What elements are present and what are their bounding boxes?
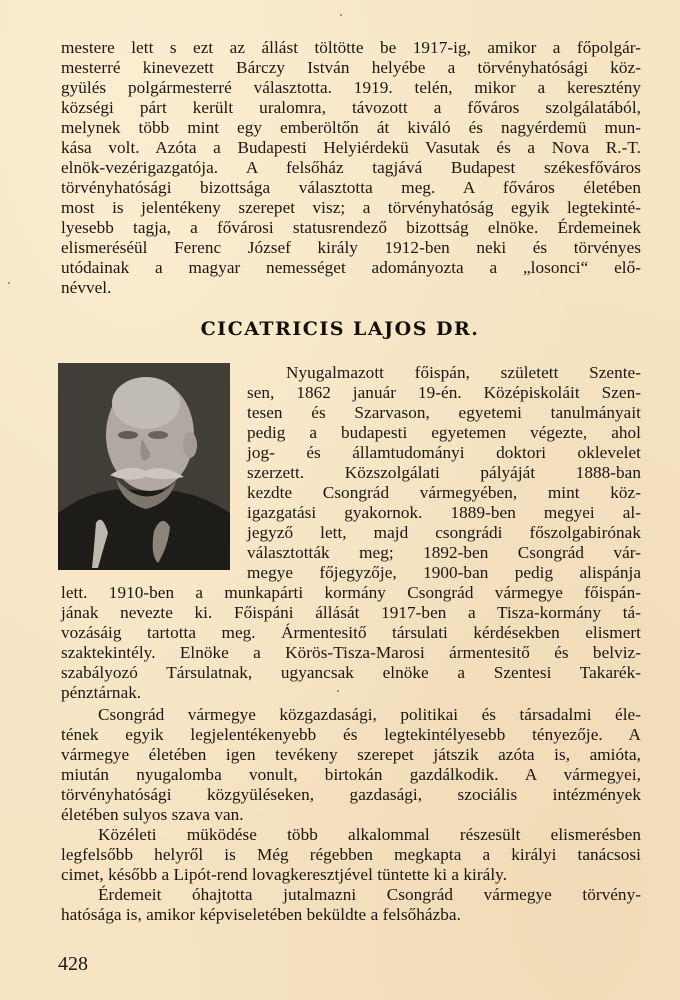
text-line: törvényhatósági bizottsága választotta meg. A főváros életében	[61, 178, 641, 197]
text-line: jának nevezte ki. Főispáni állását 1917-ben a Tisza-kormány tá-	[61, 603, 641, 622]
paper-speck	[340, 14, 342, 16]
text-line: jog- és államtudományi doktori oklevelet	[247, 443, 641, 462]
text-line: gyülés polgármesterré választotta. 1919. telén, mikor a keresztény	[61, 78, 641, 97]
text-line: Közéleti müködése több alkalommal részesült elismerésben	[98, 825, 641, 844]
text-line: jegyző lett, majd csongrádi főszolgabirónak	[247, 523, 641, 542]
text-line: Érdemeit óhajtotta jutalmazni Csongrád vármegye törvény-	[98, 885, 641, 904]
page-number: 428	[58, 953, 88, 975]
text-line: vozásáig tartotta meg. Ármentesitő társulati kérdésekben elismert	[61, 623, 641, 642]
text-line: Nyugalmazott főispán, született Szente-	[286, 363, 641, 382]
entry-heading: CICATRICIS LAJOS DR.	[200, 318, 480, 340]
text-line: elismeréséül Ferenc József király 1912-ben neki és törvényes	[61, 238, 641, 257]
text-line: melynek több mint egy emberöltőn át kiváló és nagyérdemü mun-	[61, 118, 641, 137]
text-line: életében sulyos szava van.	[61, 805, 244, 824]
text-line: községi párt került uralomra, távozott a főváros szolgálatából,	[61, 98, 641, 117]
text-line: cimet, később a Lipót-rend lovagkeresztjével tüntette ki a király.	[61, 865, 508, 884]
portrait-illustration	[58, 363, 230, 570]
text-line: névvel.	[61, 278, 112, 297]
portrait-photo	[58, 363, 230, 570]
paper-speck	[8, 282, 10, 284]
text-line: kezdte Csongrád vármegyében, mint köz-	[247, 483, 641, 502]
text-line: kása volt. Azóta a Budapesti Helyiérdekü Vasutak és a Nova R.-T.	[61, 138, 641, 157]
text-line: szaktekintély. Elnöke a Körös-Tisza-Marosi ármentesitő és belviz-	[61, 643, 641, 662]
text-line: legfelsőbb helyről is Még régebben megkapta a királyi tanácsosi	[61, 845, 641, 864]
text-line: tének egyik legjelentékenyebb és legtekintélyesebb tényezője. A	[61, 725, 641, 744]
text-line: szerzett. Közszolgálati pályáját 1888-ban	[247, 463, 641, 482]
text-line: lyesebb tagja, a fővárosi statusrendező bizottság elnöke. Érdemeinek	[61, 218, 641, 237]
text-line: pedig a budapesti egyetemen végezte, ahol	[247, 423, 641, 442]
text-line: tesen és Szarvason, egyetemi tanulmányait	[247, 403, 641, 422]
text-line: miután nyugalomba vonult, birtokán gazdálkodik. A vármegyei,	[61, 765, 641, 784]
paper-speck	[337, 690, 339, 692]
text-line: törvényhatósági közgyüléseken, gazdasági, szociális intézmények	[61, 785, 641, 804]
text-line: most is jelentékeny szerepet visz; a törvényhatóság egyik legtekinté-	[61, 198, 641, 217]
text-line: elnök-vezérigazgatója. A felsőház tagjává Budapest székesfőváros	[61, 158, 641, 177]
text-line: lett. 1910-ben a munkapárti kormány Csongrád vármegye főispán-	[61, 583, 641, 602]
text-line: választották meg; 1892-ben Csongrád vár-	[247, 543, 641, 562]
text-line: mesterré kinevezett Bárczy István helyébe a törvényhatósági köz-	[61, 58, 641, 77]
text-line: megye főjegyzője, 1900-ban pedig alispánja	[247, 563, 641, 582]
text-line: igazgatási gyakornok. 1889-ben megyei al-	[247, 503, 641, 522]
text-line: vármegye életében igen tevékeny szerepet játszik azóta is, amióta,	[61, 745, 641, 764]
text-line: pénztárnak.	[61, 683, 142, 702]
text-line: szabályozó Társulatnak, ugyancsak elnöke a Szentesi Takarék-	[61, 663, 641, 682]
text-line: hatósága is, amikor képviseletében beküldte a felsőházba.	[61, 905, 461, 924]
text-line: utódainak a magyar nemességet adományozta a „losonci“ elő-	[61, 258, 641, 277]
text-line: mestere lett s ezt az állást töltötte be 1917-ig, amikor a főpolgár-	[61, 38, 641, 57]
text-line: sen, 1862 január 19-én. Középiskoláit Szen-	[247, 383, 641, 402]
text-line: Csongrád vármegye közgazdasági, politikai és társadalmi éle-	[98, 705, 641, 724]
